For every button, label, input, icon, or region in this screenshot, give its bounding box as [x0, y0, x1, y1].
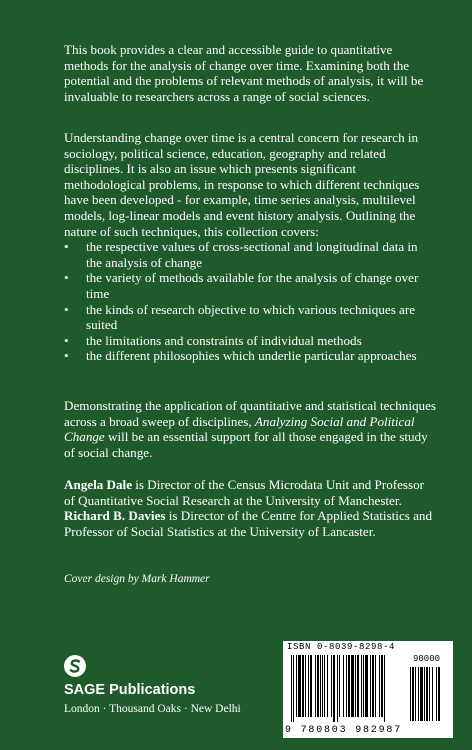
publisher-cities: London · Thousand Oaks · New Delhi: [64, 703, 241, 715]
isbn-label: ISBN 0-8039-8298-4: [287, 642, 396, 652]
author-name: Angela Dale: [64, 477, 133, 492]
summary-text: [64, 398, 436, 460]
summary-paragraph: [64, 398, 436, 460]
list-item: • the kinds of research objective to which various techniques are suited: [64, 302, 436, 333]
intro-paragraph: [64, 42, 436, 104]
list-item: • the different philosophies which underlie particular approaches: [64, 348, 436, 364]
description-section: [64, 130, 436, 364]
coverage-list: [64, 239, 436, 364]
sage-logo-icon: [64, 655, 86, 677]
author-bio: [64, 477, 436, 508]
ean-number: 9 780803 982987: [285, 725, 403, 736]
author-bio-text: is Director of the Centre for Applied Statistics and Professor of Social Statistics at the University of Lancaster.: [64, 508, 433, 539]
summary-after: will be an essential support for all those engaged in the study of social change.: [64, 429, 428, 460]
barcode: [283, 641, 453, 738]
list-item: • the respective values of cross-sectional and longitudinal data in the analysis of change: [64, 239, 436, 270]
author-bio-text: is Director of the Census Microdata Unit and Professor of Quantitative Social Research at the University of Manchester.: [64, 477, 425, 508]
intro-text: This book provides a clear and accessible guide to quantitative methods for the analysis of change over time. Examining both the potential and the problems of relevant methods of analysis, it will be invaluable to researchers across a range of social sciences.: [64, 42, 424, 104]
book-title: Analyzing Social and Political Change: [64, 413, 415, 445]
list-item: • the limitations and constraints of individual methods: [64, 333, 436, 349]
summary-before: Demonstrating the application of quantitative and statistical techniques across a broad sweep of disciplines,: [64, 398, 436, 429]
publisher-name: SAGE Publications: [64, 682, 196, 698]
price-code: 90000: [413, 654, 441, 664]
description-text: Understanding change over time is a central concern for research in sociology, political science, education, geography and related disciplines. It is also an issue which presents significant methodological problems, in response to which different techniques have been developed - for example, time series analysis, multilevel models, log-linear models and event history analysis. Outlining the nature of such techniques, this collection covers:: [64, 130, 420, 239]
cover-credit: Cover design by Mark Hammer: [64, 573, 210, 585]
author-bio: [64, 508, 436, 539]
author-name: Richard B. Davies: [64, 508, 166, 524]
author-bios: [64, 477, 436, 539]
addon-barcode-graphic: [410, 643, 448, 723]
list-item: • the variety of methods available for the analysis of change over time: [64, 270, 436, 301]
ean-barcode-graphic: [291, 655, 406, 725]
